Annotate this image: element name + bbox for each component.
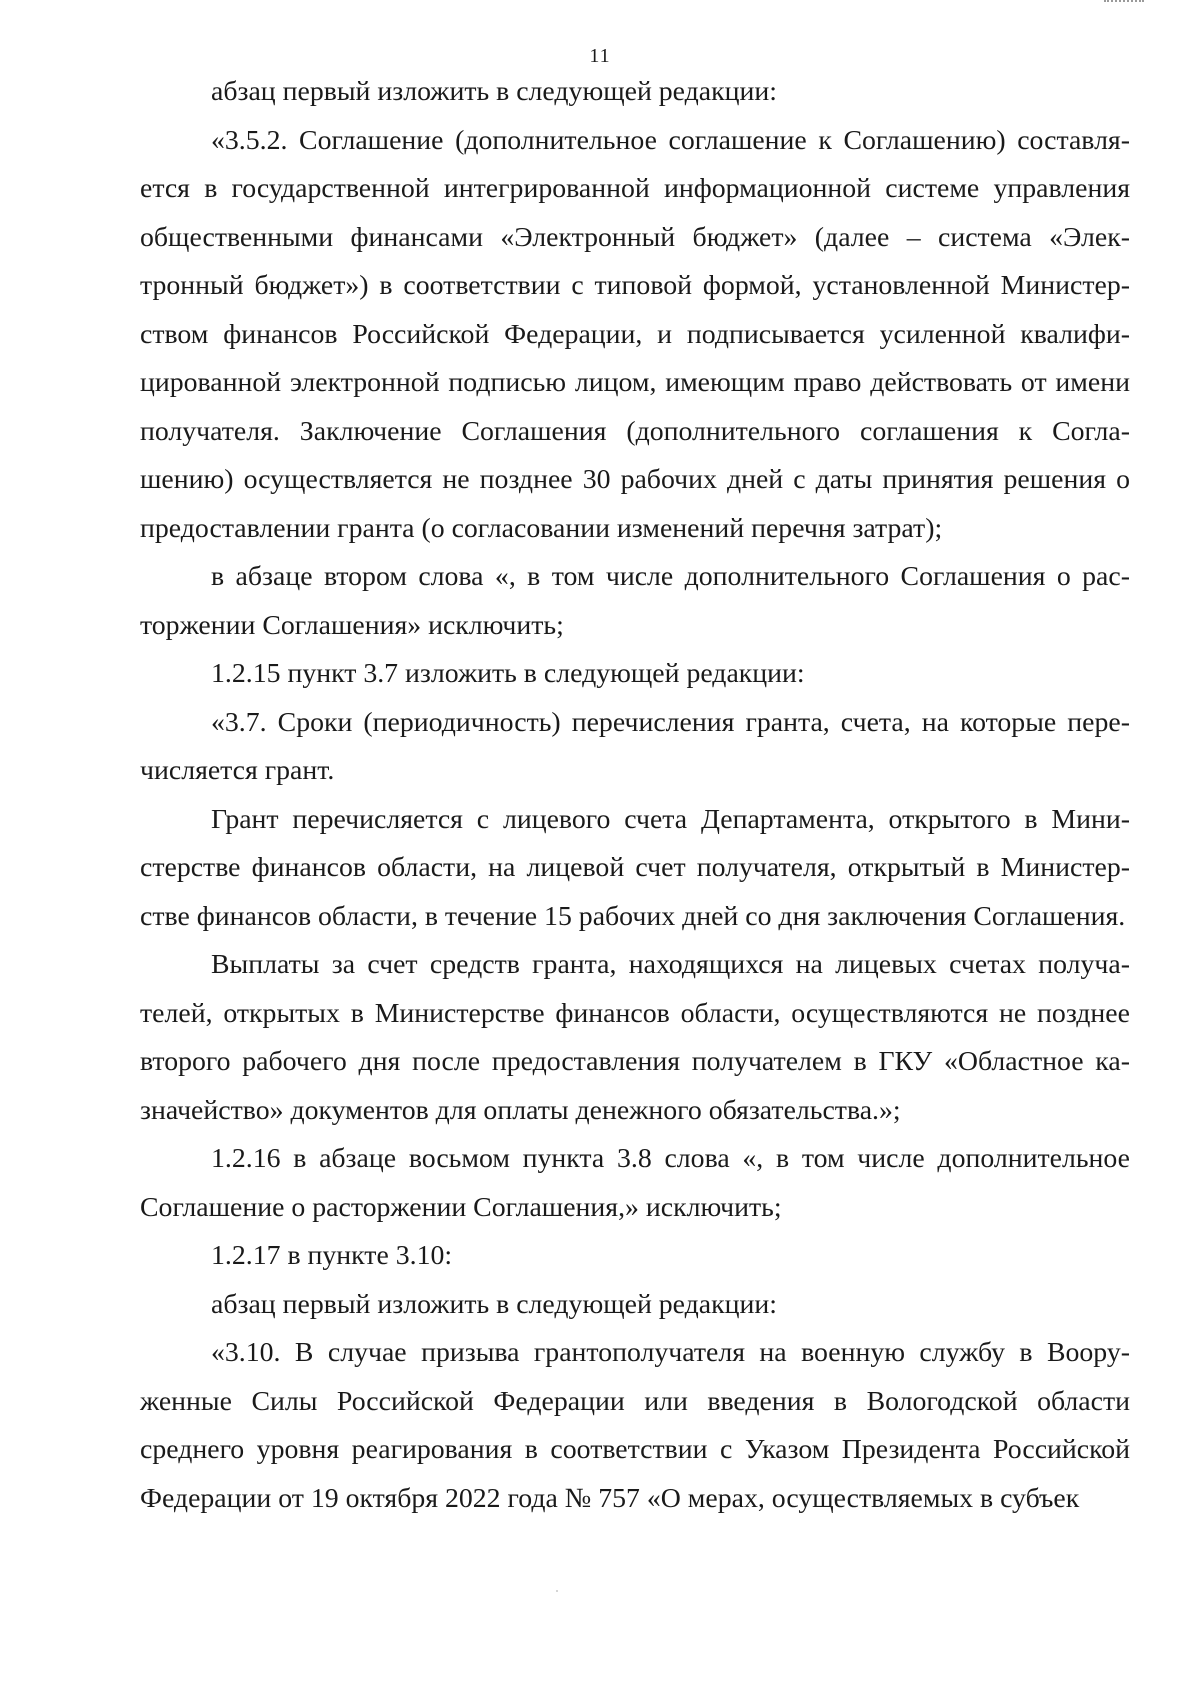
paragraph: Грант перечисляется с лицевого счета Департамента, открытого в Министерстве финансов области, на лицевой счет получателя, открытый в Министерстве финансов области, в течение 15 рабочих дней со дня заключения Соглашения.	[140, 803, 1130, 932]
paragraph: Выплаты за счет средств гранта, находящихся на лицевых счетах получателей, открытых в Министерстве финансов области, осуществляются не позднее второго рабочего дня после предоставления получателем в ГКУ «Областное казначейство» документов для оплаты денежного обязательства.»;	[140, 949, 1130, 1126]
document-body	[140, 68, 1130, 1523]
paragraph: 1.2.15 пункт 3.7 изложить в следующей редакции:	[211, 658, 805, 689]
paragraph: в абзаце втором слова «, в том числе дополнительного Соглашения о расторжении Соглашения» исключить;	[140, 561, 1130, 641]
paragraph: абзац первый изложить в следующей редакции:	[211, 1288, 777, 1320]
scan-speck	[556, 1590, 558, 1592]
paragraph: 1.2.17 в пункте 3.10:	[211, 1240, 453, 1271]
scan-corner-mark	[1104, 0, 1144, 5]
paragraph: «3.10. В случае призыва грантополучателя на военную службу в Вооруженные Силы Российской Федерации или введения в Вологодской области среднего уровня реагирования в соответствии с Указом Президента Российской Федерации от 19 октября 2022 года № 757 «О мерах, осуществляемых в субъек	[140, 1337, 1130, 1514]
paragraph: «3.7. Сроки (периодичность) перечисления гранта, счета, на которые перечисляется грант.	[140, 706, 1130, 786]
page-number: 11	[589, 45, 611, 67]
paragraph: «3.5.2. Соглашение (дополнительное соглашение к Соглашению) составляется в государственной интегрированной информационной системе управления общественными финансами «Электронный бюджет» (далее – система «Электронный бюджет») в соответствии с типовой формой, установленной Министерством финансов Российской Федерации, и подписывается усиленной квалифицированной электронной подписью лицом, имеющим право действовать от имени получателя. Заключение Соглашения (дополнительного соглашения к Соглашению) осуществляется не позднее 30 рабочих дней с даты принятия решения о предоставлении гранта (о согласовании изменений перечня затрат);	[140, 124, 1130, 544]
paragraph: абзац первый изложить в следующей редакции:	[211, 76, 777, 107]
paragraph: 1.2.16 в абзаце восьмом пункта 3.8 слова «, в том числе дополнительное Соглашение о расторжении Соглашения,» исключить;	[140, 1143, 1130, 1223]
